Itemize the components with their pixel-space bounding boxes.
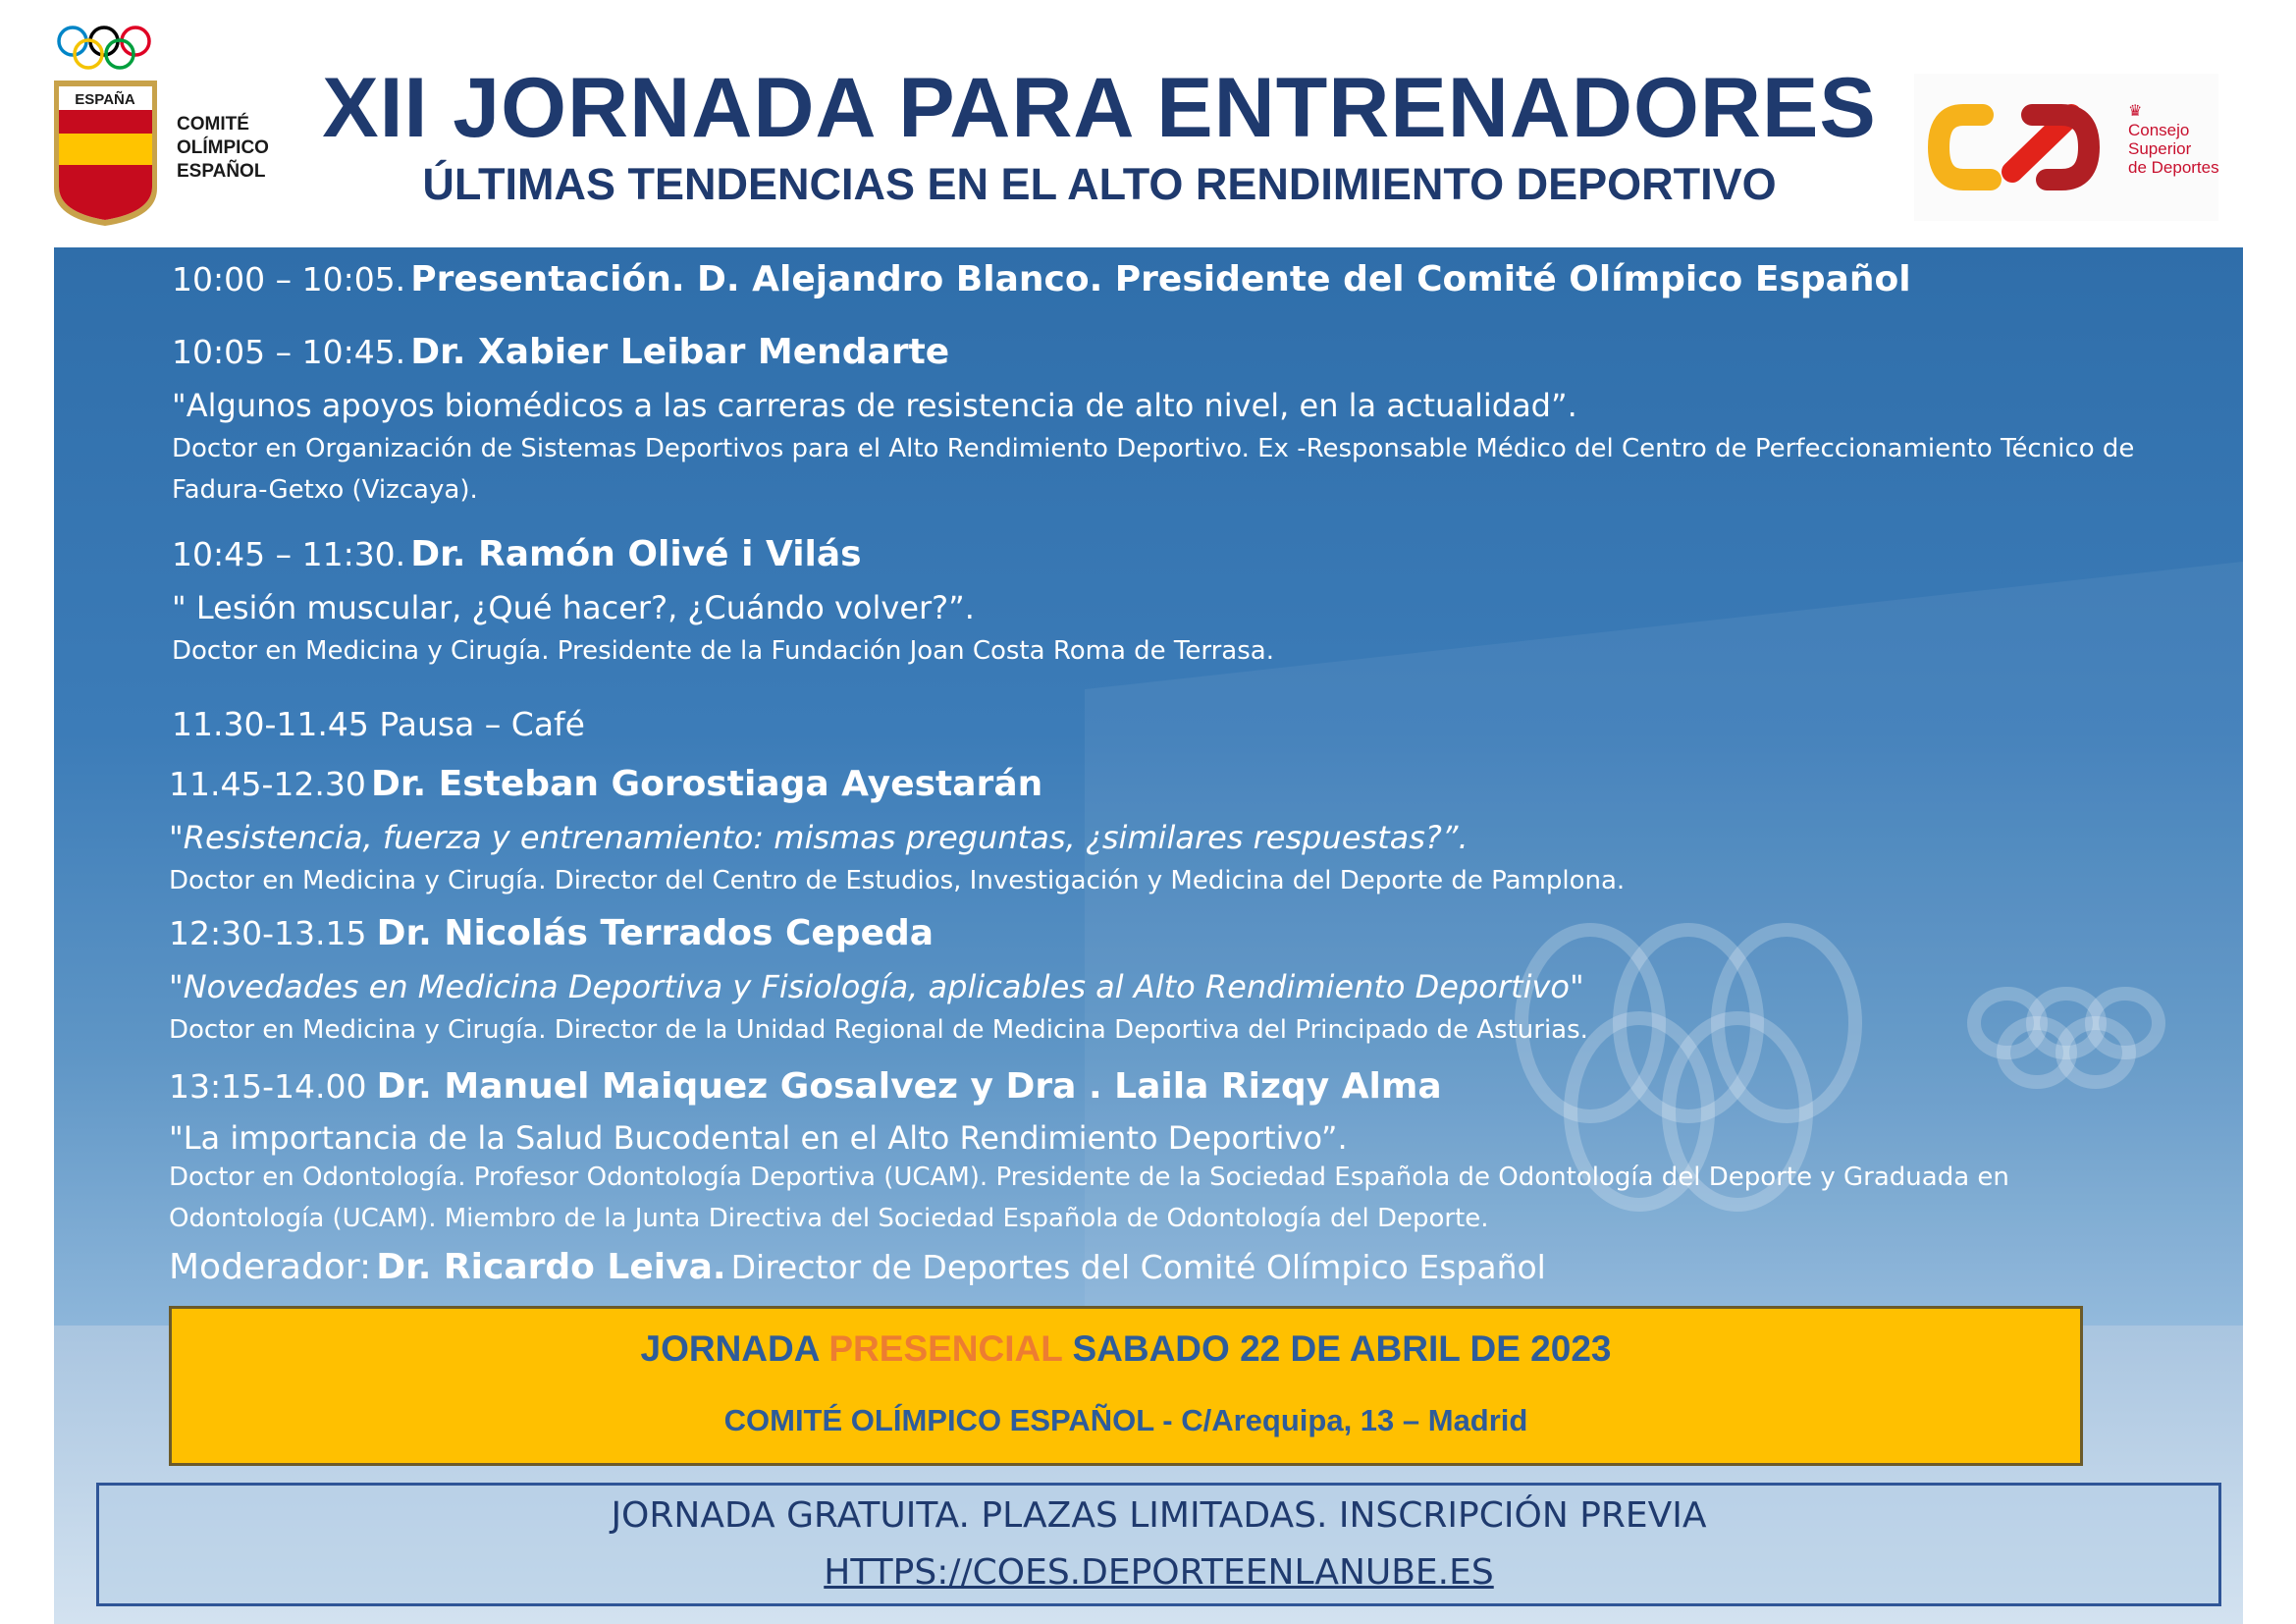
moderator-label: Moderador: — [169, 1247, 372, 1287]
event-venue: COMITÉ OLÍMPICO ESPAÑOL - C/Arequipa, 13 – Madrid — [723, 1403, 1528, 1437]
program-item — [172, 534, 862, 574]
program-panel — [54, 247, 2243, 1326]
event-mode: PRESENCIAL — [828, 1328, 1063, 1369]
page-title: XII JORNADA PARA ENTRENADORES — [322, 61, 1877, 155]
speaker-bio: Doctor en Odontología. Profesor Odontología Deportiva (UCAM). Presidente de la Sociedad Española de Odontología del Deporte y Graduada en Odontología (UCAM). Miembro de la Junta Directiva del Sociedad Española de Odontología del Deporte. — [169, 1163, 2009, 1233]
page-subtitle: ÚLTIMAS TENDENCIAS EN EL ALTO RENDIMIENTO DEPORTIVO — [422, 159, 1777, 209]
speaker-name: Dr. Esteban Gorostiaga Ayestarán — [370, 764, 1043, 804]
moderator-name: Dr. Ricardo Leiva. — [376, 1247, 726, 1287]
time-slot: 13:15-14.00 — [169, 1067, 367, 1106]
moderator-role: Director de Deportes del Comité Olímpico Español — [730, 1248, 1546, 1286]
talk-title: "Resistencia, fuerza y entrenamiento: mismas preguntas, ¿similares respuestas?”. — [169, 819, 1468, 856]
speaker-name: Dr. Manuel Maiquez Gosalvez y Dra . Laila Rizqy Alma — [376, 1066, 1442, 1107]
speaker-name: Dr. Ramón Olivé i Vilás — [410, 534, 862, 574]
registration-info: JORNADA GRATUITA. PLAZAS LIMITADAS. INSCRIPCIÓN PREVIA — [611, 1495, 1707, 1536]
speaker-bio: Doctor en Medicina y Cirugía. Director de la Unidad Regional de Medicina Deportiva del Principado de Asturias. — [169, 1015, 1588, 1045]
speaker-name: Dr. Nicolás Terrados Cepeda — [376, 913, 934, 953]
crown-icon: ♛ — [2128, 103, 2143, 120]
time-slot: 10:00 – 10:05. — [172, 260, 406, 298]
speaker-name: Dr. Xabier Leibar Mendarte — [410, 332, 950, 372]
speaker-bio: Doctor en Medicina y Cirugía. Director del Centro de Estudios, Investigación y Medicina del Deporte de Pamplona. — [169, 866, 1626, 895]
program-item — [172, 259, 1911, 299]
program-item — [169, 764, 1042, 804]
program-item — [172, 332, 949, 372]
time-slot: 10:05 – 10:45. — [172, 333, 406, 371]
csd-logo-icon — [1914, 74, 2110, 221]
talk-title: "Novedades en Medicina Deportiva y Fisiología, aplicables al Alto Rendimiento Deportivo" — [169, 968, 1584, 1005]
shield-label: ESPAÑA — [75, 91, 135, 108]
talk-title: "La importancia de la Salud Bucodental en el Alto Rendimiento Deportivo”. — [169, 1119, 1348, 1157]
registration-box — [96, 1483, 2221, 1606]
time-slot: 12:30-13.15 — [169, 914, 367, 952]
time-slot: 11.45-12.30 — [169, 765, 366, 803]
moderator — [169, 1247, 1546, 1287]
event-box — [169, 1306, 2083, 1466]
speaker-bio: Doctor en Medicina y Cirugía. Presidente de la Fundación Joan Costa Roma de Terrasa. — [172, 636, 1274, 666]
talk-title: "Algunos apoyos biomédicos a las carreras de resistencia de alto nivel, en la actualidad”. — [172, 387, 1577, 424]
talk-title: " Lesión muscular, ¿Qué hacer?, ¿Cuándo volver?”. — [172, 589, 975, 626]
speaker-bio: Doctor en Organización de Sistemas Deportivos para el Alto Rendimiento Deportivo. Ex -Responsable Médico del Centro de Perfeccionamiento Técnico de Fadura-Getxo (Vizcaya). — [172, 434, 2135, 505]
olympic-rings-icon — [59, 27, 149, 68]
coe-logo — [49, 22, 187, 228]
speaker-name: Presentación. D. Alejandro Blanco. Presidente del Comité Olímpico Español — [410, 259, 1911, 299]
registration-link[interactable]: HTTPS://COES.DEPORTEENLANUBE.ES — [824, 1552, 1494, 1593]
program-item — [169, 1066, 1442, 1107]
event-date-line: JORNADA PRESENCIAL SABADO 22 DE ABRIL DE 2023 — [640, 1328, 1612, 1369]
coe-name: COMITÉ OLÍMPICO ESPAÑOL — [177, 114, 269, 182]
time-slot: 10:45 – 11:30. — [172, 535, 406, 573]
coffee-break: 11.30-11.45 Pausa – Café — [172, 705, 585, 743]
program-item — [169, 913, 934, 953]
csd-name: ♛ Consejo Superior de Deportes — [2128, 103, 2219, 177]
